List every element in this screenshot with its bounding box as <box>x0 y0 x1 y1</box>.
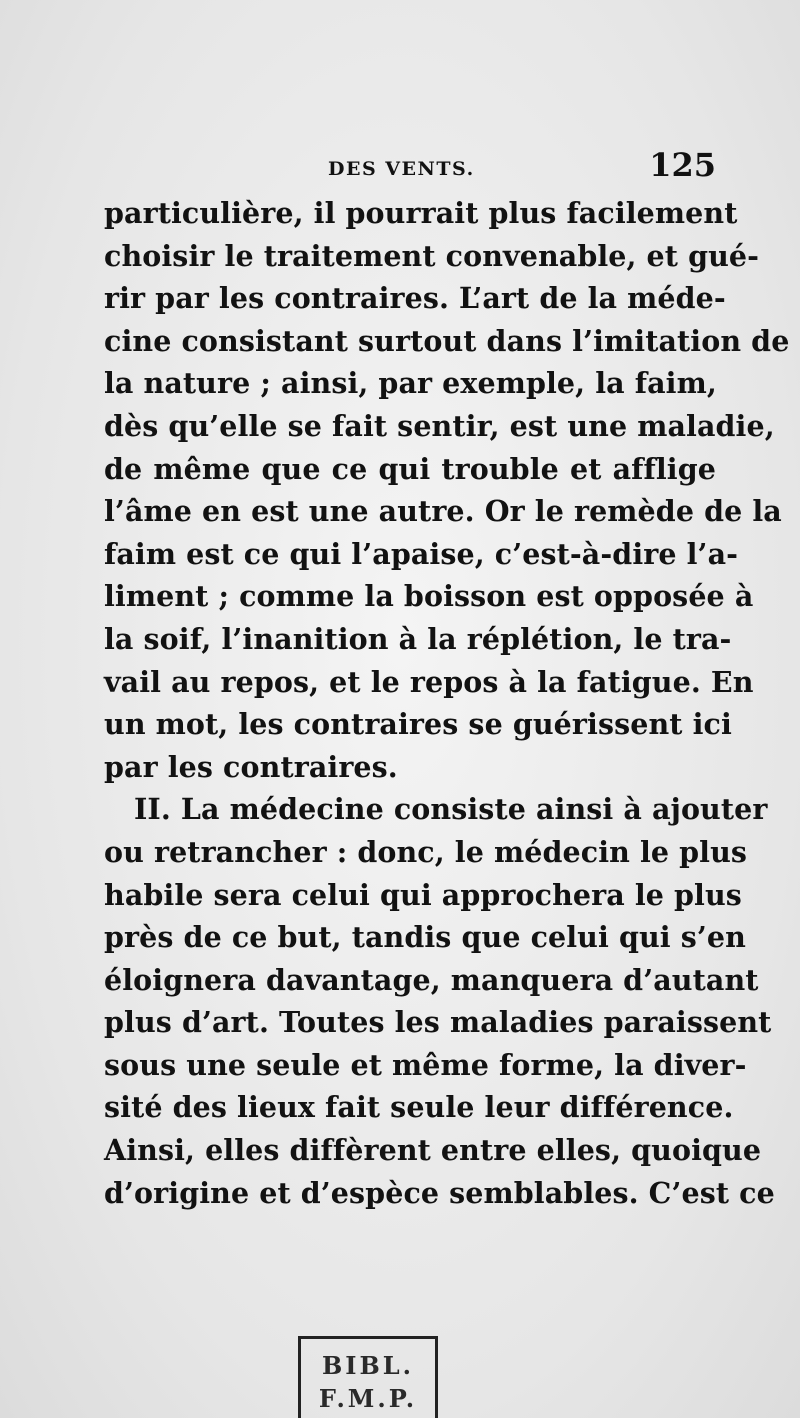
text-line: ou retrancher : donc, le médecin le plus <box>104 834 748 869</box>
text-line: un mot, les contraires se guérissent ici <box>104 707 732 742</box>
text-line: particulière, il pourrait plus facilement <box>104 196 738 230</box>
section-numeral: II. <box>134 792 171 827</box>
text-line: d’origine et d’espèce semblables. C’est ce <box>104 1175 775 1210</box>
text-line: l’âme en est une autre. Or le remède de la <box>104 494 782 529</box>
text-line: choisir le traitement convenable, et gué- <box>104 238 760 273</box>
text-line-section-start <box>104 788 768 831</box>
text-line: la soif, l’inanition à la réplétion, le tra- <box>104 621 732 656</box>
stamp-line1: BIBL. <box>321 1351 415 1380</box>
library-stamp <box>298 1336 438 1418</box>
text-line: sité des lieux fait seule leur différence. <box>104 1090 734 1125</box>
body-text <box>104 192 790 1214</box>
text-line: par les contraires. <box>104 749 398 784</box>
text-line-content: La médecine consiste ainsi à ajouter <box>180 792 768 827</box>
text-line: éloignera davantage, manquera d’autant <box>104 962 759 997</box>
text-line: dès qu’elle se fait sentir, est une maladie, <box>104 408 775 443</box>
running-head: DES VENTS. <box>328 158 475 180</box>
text-line: cine consistant surtout dans l’imitation de <box>104 323 790 358</box>
text-line: faim est ce qui l’apaise, c’est-à-dire l’a- <box>104 536 739 571</box>
text-line: rir par les contraires. L’art de la méde- <box>104 281 726 316</box>
text-line: sous une seule et même forme, la diver- <box>104 1047 747 1082</box>
page-header <box>104 146 716 186</box>
stamp-line2: F.M.P. <box>318 1384 418 1413</box>
text-line: la nature ; ainsi, par exemple, la faim, <box>104 366 717 401</box>
text-line: liment ; comme la boisson est opposée à <box>104 579 754 614</box>
text-line: près de ce but, tandis que celui qui s’en <box>104 920 746 955</box>
page-number: 125 <box>649 146 716 184</box>
text-line: habile sera celui qui approchera le plus <box>104 877 742 912</box>
text-line: plus d’art. Toutes les maladies paraissent <box>104 1005 772 1040</box>
text-line: Ainsi, elles diffèrent entre elles, quoique <box>104 1133 762 1168</box>
text-line: de même que ce qui trouble et afflige <box>104 451 716 486</box>
text-line: vail au repos, et le repos à la fatigue. En <box>104 664 754 699</box>
